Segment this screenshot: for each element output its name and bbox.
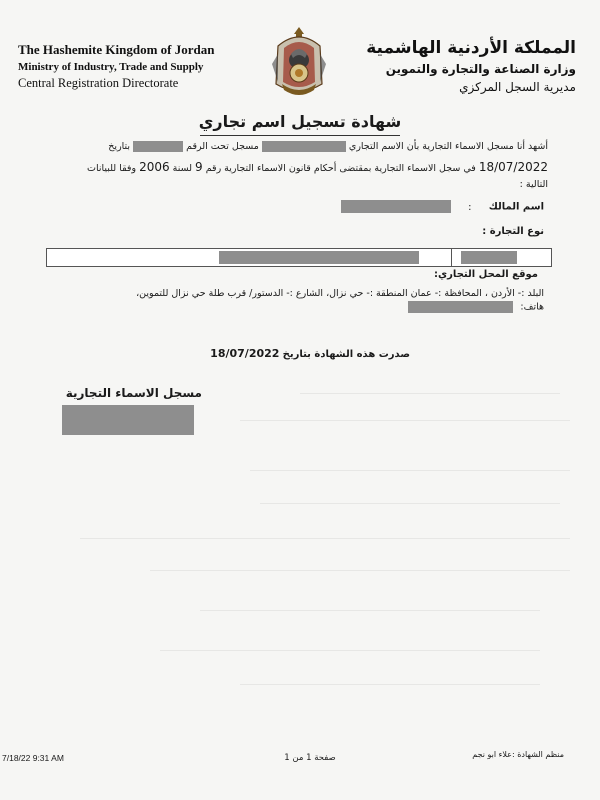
owner-row	[244, 200, 544, 213]
ghost-line	[250, 470, 570, 471]
redacted-registration-number	[133, 141, 183, 152]
body-line-1	[48, 141, 548, 152]
header-ar-line1: المملكة الأردنية الهاشمية	[366, 38, 576, 58]
header-arabic	[356, 38, 576, 94]
page-number: صفحة 1 من 1	[284, 753, 336, 763]
redacted-trade-name	[262, 141, 346, 152]
issued-row	[110, 347, 410, 360]
ghost-line	[240, 684, 540, 685]
redacted-trade-type	[219, 251, 419, 264]
redacted-phone-number	[408, 301, 513, 313]
header-en-line1: The Hashemite Kingdom of Jordan	[18, 42, 215, 57]
line1-text-b: مسجل تحت الرقم	[186, 141, 259, 152]
registrar-title: مسجل الاسماء التجارية	[65, 386, 202, 400]
location-row	[238, 269, 538, 280]
jordan-coat-of-arms-icon	[264, 24, 334, 104]
redacted-registrar-signature	[62, 405, 194, 435]
body-line-2	[48, 160, 548, 174]
ghost-line	[300, 393, 560, 394]
header-en-line2: Ministry of Industry, Trade and Supply	[18, 61, 204, 73]
line2-text-c: وفقا للبيانات	[87, 163, 137, 174]
header-ar-line2: وزارة الصناعة والتجارة والتموين	[385, 62, 576, 76]
ghost-line	[200, 610, 540, 611]
ghost-line	[240, 420, 570, 421]
phone-row	[244, 301, 544, 313]
redacted-trade-code	[461, 251, 517, 264]
line1-text-c: بتاريخ	[108, 141, 131, 152]
registration-date: 18/07/2022	[478, 160, 548, 174]
header-english	[18, 42, 238, 91]
law-number: 9	[195, 160, 203, 174]
trade-type-box	[46, 248, 552, 267]
title-underline	[200, 135, 400, 136]
body-line-3: التالية :	[519, 179, 548, 190]
certificate-organizer: منظم الشهادة :علاء ابو نجم	[472, 750, 564, 759]
header-en-line3: Central Registration Directorate	[18, 76, 179, 90]
owner-label: اسم المالك	[488, 201, 544, 213]
trade-type-label: نوع التجارة :	[482, 226, 544, 237]
header-ar-line3: مديرية السجل المركزي	[459, 80, 576, 94]
line2-text-a: في سجل الاسماء التجارية بمقتضى أحكام قانون الاسماء التجارية رقم	[205, 163, 476, 174]
redacted-owner-name	[341, 200, 451, 213]
certificate-title: شهادة تسجيل اسم تجاري	[198, 112, 402, 131]
address-text: البلد :- الأردن ، المحافظة :- عمان المنطقة :- حي نزال، الشارع :- الدستور/ قرب طلة حي نزال للتموين،	[136, 288, 544, 299]
line2-text-b: لسنة	[172, 163, 192, 174]
ghost-line	[80, 538, 570, 539]
issued-label: صدرت هذه الشهادة بتاريخ	[282, 349, 410, 360]
issued-date: 18/07/2022	[210, 347, 280, 360]
line1-text-a: أشهد أنا مسجل الاسماء التجارية بأن الاسم التجاري	[348, 141, 548, 152]
box-divider	[451, 249, 452, 266]
print-timestamp: 7/18/22 9:31 AM	[2, 753, 64, 763]
ghost-line	[150, 570, 570, 571]
law-year: 2006	[139, 160, 170, 174]
colon-separator: :	[468, 201, 472, 213]
ghost-line	[160, 650, 540, 651]
trade-type-row	[244, 226, 544, 237]
phone-label: هاتف:	[520, 301, 544, 313]
location-label: موقع المحل التجاري:	[434, 269, 538, 280]
ghost-line	[260, 503, 560, 504]
